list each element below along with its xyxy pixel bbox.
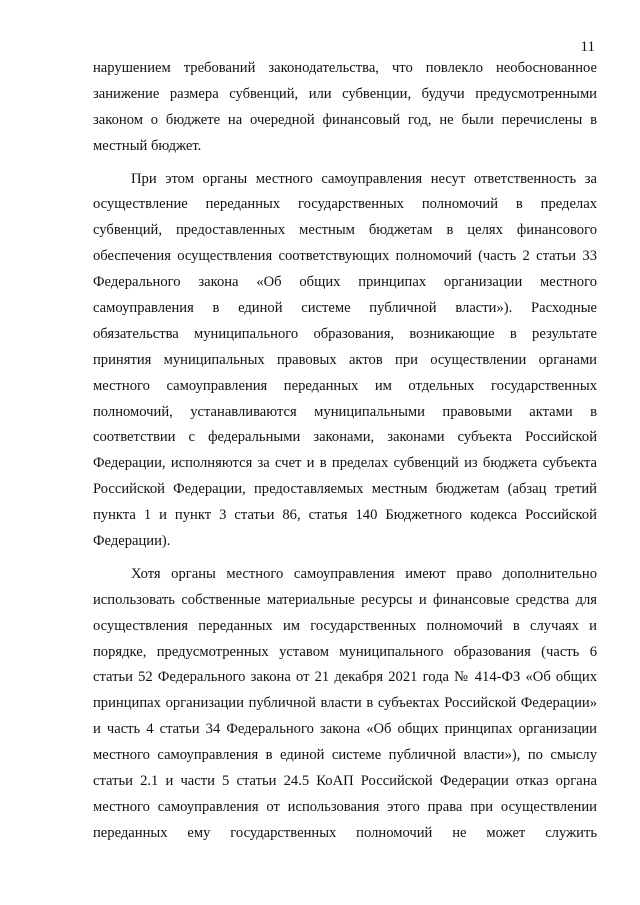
text-line: обеспечения осуществления соответствующих полномочий (часть 2 статьи 33: [93, 248, 597, 265]
paragraph: [93, 167, 597, 555]
text-line: осуществление переданных государственных полномочий в пределах: [93, 196, 597, 213]
paragraph: [93, 562, 597, 847]
text-line: осуществления переданных им государственных полномочий в случаях и: [93, 617, 597, 634]
text-line: принятия муниципальных правовых актов при осуществлении органами: [93, 351, 597, 368]
text-line: законом о бюджете на очередной финансовый год, не были перечислены в: [93, 111, 597, 128]
text-line: Федерального закона «Об общих принципах организации местного: [93, 274, 597, 291]
text-line: местного самоуправления в единой системе публичной власти»), по смыслу: [93, 747, 597, 764]
text-line: местного самоуправления переданных им отдельных государственных: [93, 377, 597, 394]
text-line: При этом органы местного самоуправления несут ответственность за: [131, 170, 597, 187]
text-line: занижение размера субвенций, или субвенции, будучи предусмотренными: [93, 85, 597, 102]
text-line: порядке, предусмотренных уставом муниципального образования (часть 6: [93, 643, 597, 660]
text-line: принципах организации публичной власти в субъектах Российской Федерации»: [93, 695, 597, 712]
text-line: Хотя органы местного самоуправления имеют право дополнительно: [131, 565, 597, 582]
text-line: Российской Федерации, предоставляемых местным бюджетам (абзац третий: [93, 481, 597, 498]
text-line: статьи 52 Федерального закона от 21 декабря 2021 года № 414-ФЗ «Об общих: [93, 669, 597, 686]
text-line: обязательства муниципального образования, возникающие в результате: [93, 325, 597, 342]
document-body: [93, 56, 597, 847]
text-line: Федерации, исполняются за счет и в пределах субвенций из бюджета субъекта: [93, 455, 597, 472]
text-line: и часть 4 статьи 34 Федерального закона «Об общих принципах организации: [93, 721, 597, 738]
text-line: Федерации).: [93, 533, 171, 550]
text-line: полномочий, устанавливаются муниципальными правовыми актами в: [93, 403, 597, 420]
text-line: нарушением требований законодательства, что повлекло необоснованное: [93, 60, 597, 76]
text-line: местный бюджет.: [93, 137, 202, 154]
text-line: пункта 1 и пункт 3 статьи 86, статья 140 Бюджетного кодекса Российской: [93, 507, 597, 524]
text-line: самоуправления в единой системе публичной власти»). Расходные: [93, 300, 597, 317]
text-line: переданных ему государственных полномочий не может служить: [93, 824, 597, 841]
text-line: местного самоуправления от использования этого права при осуществлении: [93, 798, 597, 815]
text-line: использовать собственные материальные ресурсы и финансовые средства для: [93, 591, 597, 608]
page-number: 11: [580, 39, 595, 55]
text-line: субвенций, предоставленных местным бюджетам в целях финансового: [93, 222, 597, 239]
paragraph: [93, 56, 597, 160]
text-line: статьи 2.1 и части 5 статьи 24.5 КоАП Российской Федерации отказ органа: [93, 773, 597, 790]
text-line: соответствии с федеральными законами, законами субъекта Российской: [93, 429, 597, 446]
